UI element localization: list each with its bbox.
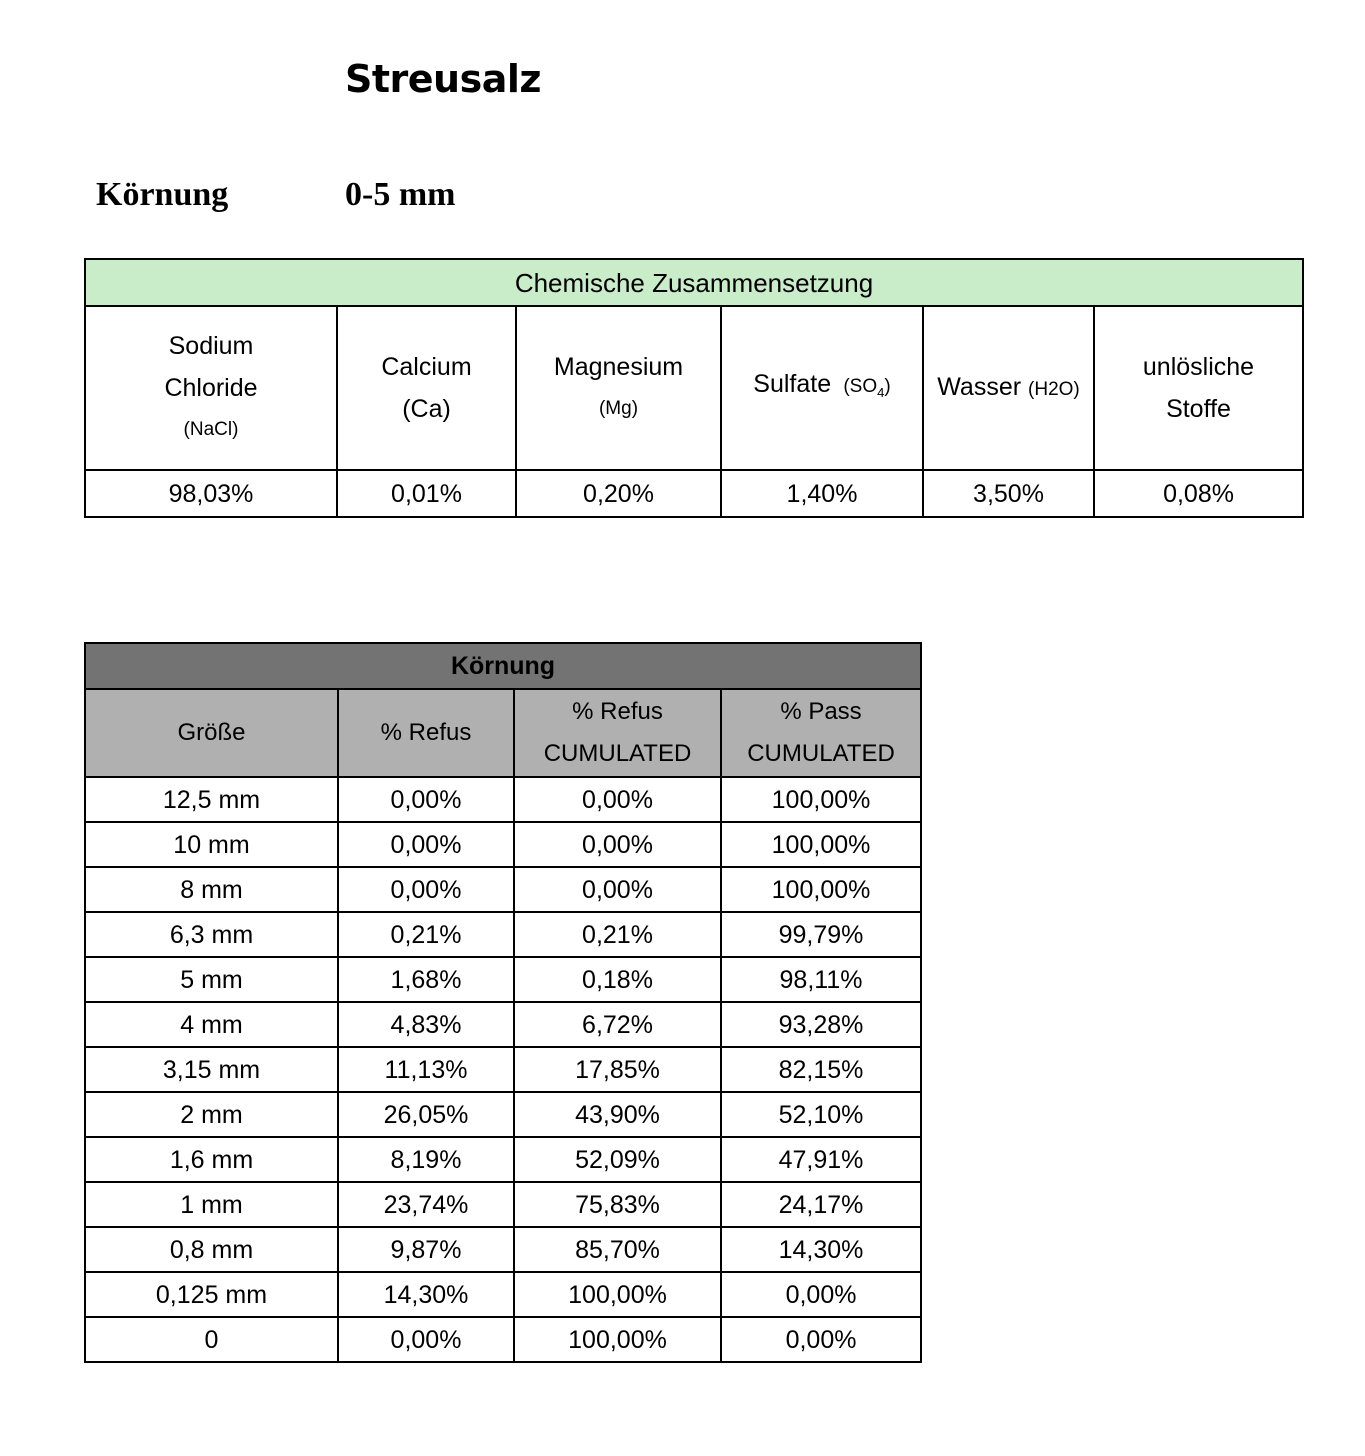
gran-cell-refus: 0,00% (338, 867, 514, 912)
chem-value-row (85, 470, 1303, 517)
chem-header-sulfate (721, 306, 923, 470)
gran-header-row (85, 689, 921, 777)
gran-cell-refus: 8,19% (338, 1137, 514, 1182)
gran-cell-refus: 9,87% (338, 1227, 514, 1272)
chem-header-unloesliche-stoffe (1094, 306, 1303, 470)
gran-cell-pass-cum: 52,10% (721, 1092, 921, 1137)
table-row (85, 1002, 921, 1047)
gran-cell-size: 0,125 mm (85, 1272, 338, 1317)
gran-cell-refus: 23,74% (338, 1182, 514, 1227)
chem-banner-cell: Chemische Zusammensetzung (85, 259, 1303, 306)
chem-header-line2: (Ca) (402, 395, 451, 423)
chem-header-line1: Sodium (168, 332, 254, 360)
chem-value-sulfate: 1,40% (721, 470, 923, 517)
gran-cell-refus-cum: 100,00% (514, 1272, 721, 1317)
gran-cell-size: 0,8 mm (85, 1227, 338, 1272)
gran-cell-refus-cum: 43,90% (514, 1092, 721, 1137)
gran-cell-pass-cum: 98,11% (721, 957, 921, 1002)
table-row (85, 867, 921, 912)
gran-cell-pass-cum: 47,91% (721, 1137, 921, 1182)
chem-header-line1: Magnesium (553, 353, 684, 381)
chem-value-calcium: 0,01% (337, 470, 516, 517)
chem-header-line2: Stoffe (1166, 395, 1231, 423)
table-row (85, 1182, 921, 1227)
gran-cell-size: 12,5 mm (85, 777, 338, 822)
chem-value-unloesliche-stoffe: 0,08% (1094, 470, 1303, 517)
gran-cell-pass-cum: 100,00% (721, 867, 921, 912)
gran-cell-refus: 0,21% (338, 912, 514, 957)
chem-header-line2: Chloride (164, 374, 258, 402)
gran-cell-refus-cum: 52,09% (514, 1137, 721, 1182)
gran-cell-refus-cum: 0,00% (514, 822, 721, 867)
gran-cell-pass-cum: 100,00% (721, 822, 921, 867)
table-row (85, 1272, 921, 1317)
gran-cell-pass-cum: 24,17% (721, 1182, 921, 1227)
gran-cell-refus-cum: 17,85% (514, 1047, 721, 1092)
gran-cell-refus: 4,83% (338, 1002, 514, 1047)
gran-cell-refus: 0,00% (338, 777, 514, 822)
gran-banner-cell: Körnung (85, 643, 921, 689)
chem-header-line1: Calcium (381, 353, 472, 381)
table-row (85, 912, 921, 957)
gran-cell-refus-cum: 0,00% (514, 867, 721, 912)
table-row (85, 822, 921, 867)
gran-cell-pass-cum: 99,79% (721, 912, 921, 957)
gran-cell-size: 8 mm (85, 867, 338, 912)
chemical-composition-table (84, 258, 1304, 518)
gran-header-line1: % Refus (572, 698, 663, 725)
page-title: Streusalz (345, 57, 542, 101)
chem-header-line1: unlösliche (1142, 353, 1255, 381)
gran-banner-row (85, 643, 921, 689)
gran-header-line1: % Pass (780, 698, 862, 725)
gran-cell-size: 10 mm (85, 822, 338, 867)
grain-size-value: 0-5 mm (345, 176, 456, 213)
gran-cell-size: 1 mm (85, 1182, 338, 1227)
gran-cell-refus: 1,68% (338, 957, 514, 1002)
chem-header-formula: $(SO_4)$ (838, 375, 891, 400)
gran-cell-refus: 14,30% (338, 1272, 514, 1317)
chem-header-formula: (Mg) (598, 398, 639, 419)
chem-value-sodium-chloride: 98,03% (85, 470, 337, 517)
grain-size-label: Körnung (96, 176, 229, 213)
granulometry-table (84, 642, 922, 1363)
gran-header-line2: CUMULATED (543, 740, 692, 767)
gran-cell-refus-cum: 85,70% (514, 1227, 721, 1272)
gran-header-line1: Größe (177, 719, 246, 746)
gran-cell-pass-cum: 0,00% (721, 1317, 921, 1362)
gran-cell-refus-cum: 100,00% (514, 1317, 721, 1362)
gran-header-line2: CUMULATED (747, 740, 895, 767)
gran-cell-refus: 0,00% (338, 1317, 514, 1362)
chem-banner-row (85, 259, 1303, 306)
chem-header-calcium (337, 306, 516, 470)
gran-header-refus-cumulated (514, 689, 721, 777)
table-row (85, 1227, 921, 1272)
chem-header-magnesium (516, 306, 721, 470)
gran-cell-size: 6,3 mm (85, 912, 338, 957)
chem-value-magnesium: 0,20% (516, 470, 721, 517)
table-row (85, 957, 921, 1002)
gran-cell-refus-cum: 0,21% (514, 912, 721, 957)
gran-header-line1: % Refus (380, 719, 472, 746)
table-row (85, 1137, 921, 1182)
table-row (85, 777, 921, 822)
gran-cell-size: 2 mm (85, 1092, 338, 1137)
gran-header-refus (338, 689, 514, 777)
gran-cell-pass-cum: 93,28% (721, 1002, 921, 1047)
table-row (85, 1317, 921, 1362)
chem-header-formula: (NaCl) (183, 419, 239, 440)
gran-cell-refus-cum: 75,83% (514, 1182, 721, 1227)
gran-cell-size: 0 (85, 1317, 338, 1362)
table-row (85, 1047, 921, 1092)
chem-header-formula: (H2O) (1028, 378, 1080, 400)
table-row (85, 1092, 921, 1137)
gran-cell-size: 3,15 mm (85, 1047, 338, 1092)
chem-header-line1: Wasser (937, 372, 1022, 401)
gran-cell-refus-cum: 0,18% (514, 957, 721, 1002)
gran-cell-pass-cum: 0,00% (721, 1272, 921, 1317)
gran-cell-refus-cum: 6,72% (514, 1002, 721, 1047)
chem-header-row (85, 306, 1303, 470)
chem-header-wasser (923, 306, 1094, 470)
gran-cell-pass-cum: 100,00% (721, 777, 921, 822)
chem-header-sodium-chloride (85, 306, 337, 470)
gran-cell-refus: 26,05% (338, 1092, 514, 1137)
gran-cell-refus: 11,13% (338, 1047, 514, 1092)
gran-header-groesse (85, 689, 338, 777)
gran-cell-size: 5 mm (85, 957, 338, 1002)
chem-header-line1: Sulfate (753, 369, 832, 398)
gran-cell-size: 4 mm (85, 1002, 338, 1047)
gran-cell-refus: 0,00% (338, 822, 514, 867)
gran-header-pass-cumulated (721, 689, 921, 777)
gran-cell-refus-cum: 0,00% (514, 777, 721, 822)
chem-value-wasser: 3,50% (923, 470, 1094, 517)
gran-cell-pass-cum: 82,15% (721, 1047, 921, 1092)
gran-cell-pass-cum: 14,30% (721, 1227, 921, 1272)
gran-cell-size: 1,6 mm (85, 1137, 338, 1182)
